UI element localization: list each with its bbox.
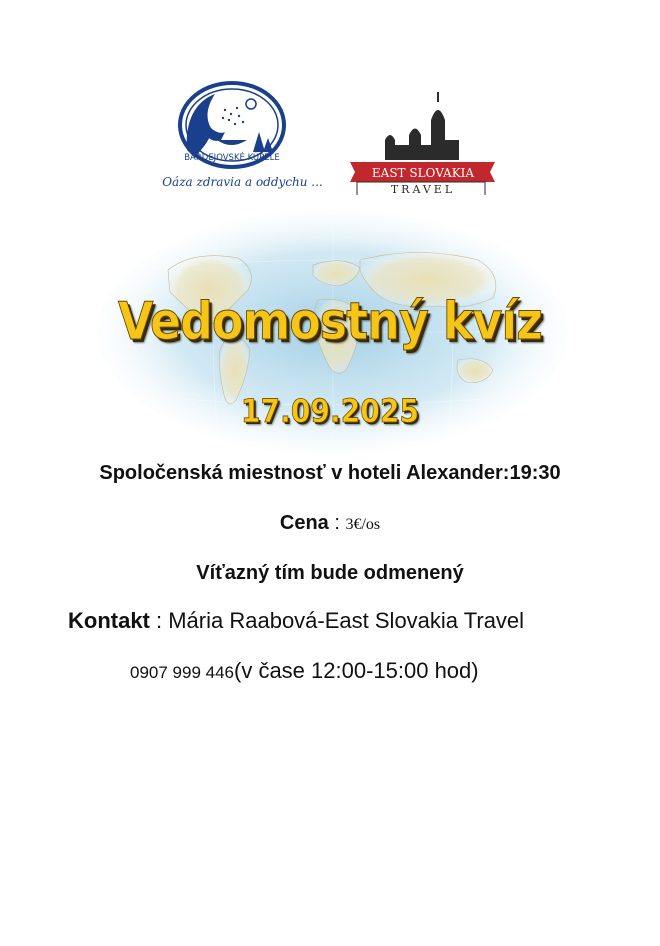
- winner-note: Víťazný tím bude odmenený: [196, 562, 464, 584]
- contact-value: Mária Raabová-East Slovakia Travel: [168, 608, 525, 633]
- price-label: Cena: [279, 512, 329, 534]
- phone-line: [130, 658, 610, 684]
- contact-separator: :: [149, 608, 169, 633]
- price-separator: :: [328, 512, 346, 534]
- event-date: 17.09.2025: [240, 392, 420, 430]
- contact-label: Kontakt: [68, 608, 150, 633]
- bardejovske-kupele-wordmark: BARDEJOVSKÉ KÚPELE: [184, 153, 280, 163]
- contact-line: [68, 608, 628, 634]
- bardejovske-kupele-emblem: [155, 80, 330, 175]
- contact-hours: (v čase 12:00-15:00 hod): [234, 658, 479, 683]
- east-slovakia-wordmark: EAST SLOVAKIA: [371, 166, 475, 180]
- east-slovakia-travel-emblem: [345, 90, 500, 195]
- event-venue: Spoločenská miestnosť v hoteli Alexander:19:30: [99, 462, 561, 484]
- travel-wordmark: TRAVEL: [390, 183, 456, 195]
- east-slovakia-travel-logo: [345, 90, 500, 195]
- price-line: [0, 512, 660, 535]
- price-value: 3€/os: [345, 516, 381, 533]
- bardejovske-kupele-logo: [155, 80, 330, 200]
- phone-number: 0907 999 446: [130, 663, 234, 682]
- bardejovske-kupele-tagline: Oáza zdravia a oddychu ...: [162, 175, 323, 189]
- event-title: Vedomostný kvíz: [117, 292, 543, 352]
